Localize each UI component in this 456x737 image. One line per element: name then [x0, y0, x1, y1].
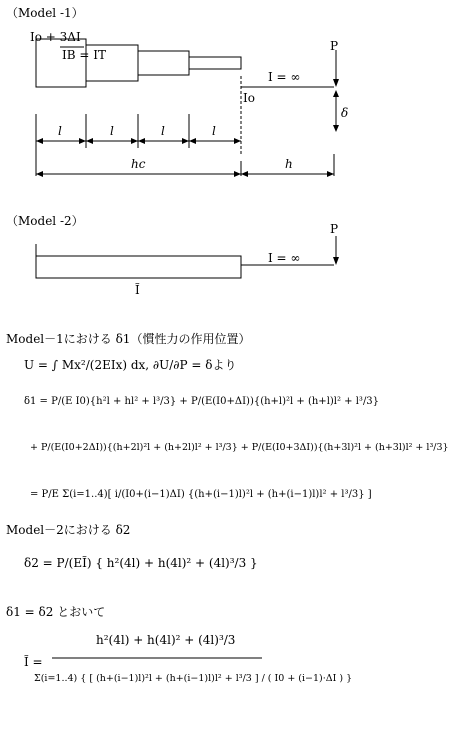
model1-ib-label: IB = IT [62, 48, 106, 62]
model1-delta: δ [341, 106, 349, 120]
model1-title: （Model -1） [6, 6, 84, 20]
h-label: h [285, 157, 293, 171]
model1-top-label: Io + 3ΔI [30, 30, 81, 44]
i-tilde-lhs: Ĩ = [24, 655, 43, 669]
delta1-line2: + P/(E(I0+2ΔI)){(h+2l)²l + (h+2l)l² + l³/3} + P/(E(I0+3ΔI)){(h+3l)²l + (h+3l)l² + l³/3} [30, 442, 449, 453]
model2-diagram [0, 228, 456, 298]
i-tilde-numerator: h²(4l) + h(4l)² + (4l)³/3 [96, 633, 236, 647]
beam-segment-4 [189, 57, 241, 69]
beam-segment-1 [36, 39, 86, 87]
delta1-line1: δ1 = P/(E I0){h²l + hl² + l³/3} + P/(E(I0+ΔI)){(h+l)²l + (h+l)l² + l³/3} [24, 396, 380, 407]
segment-l-4: l [212, 124, 216, 138]
segment-l-2: l [110, 124, 114, 138]
model1-i-inf: I = ∞ [268, 70, 301, 84]
heading-model2: Model－2における δ2 [6, 523, 131, 537]
delta2-formula: δ2 = P/(EĨ) { h²(4l) + h(4l)² + (4l)³/3 } [24, 556, 258, 570]
i-tilde-denominator: Σ(i=1..4) { [ (h+(i−1)l)²l + (h+(i−1)l)l² + l³/3 ] / ( I0 + (i−1)·ΔI ) } [34, 673, 353, 684]
model2-i-inf: I = ∞ [268, 251, 301, 265]
segment-l-3: l [161, 124, 165, 138]
hc-label: hc [131, 157, 146, 171]
heading-model1: Model－1における δ1（慣性力の作用位置） [6, 332, 251, 346]
fraction-bar [52, 657, 262, 659]
model2-i-tilde: Ĩ [135, 283, 140, 297]
delta1-line3: = P/E Σ(i=1..4)[ i/(I0+(i−1)ΔI) {(h+(i−1)l)²l + (h+(i−1)l)l² + l³/3} ] [30, 489, 372, 500]
u-formula: U = ∫ Mx²/(2EIx) dx, ∂U/∂P = δより [24, 358, 237, 372]
model2-title: （Model -2） [6, 214, 84, 228]
model2-p-label: P [330, 222, 339, 236]
equality-line: δ1 = δ2 とおいて [6, 605, 106, 619]
model1-p-label: P [330, 39, 339, 53]
beam-segment-3 [138, 51, 189, 75]
model1-io-label: Io [243, 91, 255, 105]
segment-l-1: l [58, 124, 62, 138]
